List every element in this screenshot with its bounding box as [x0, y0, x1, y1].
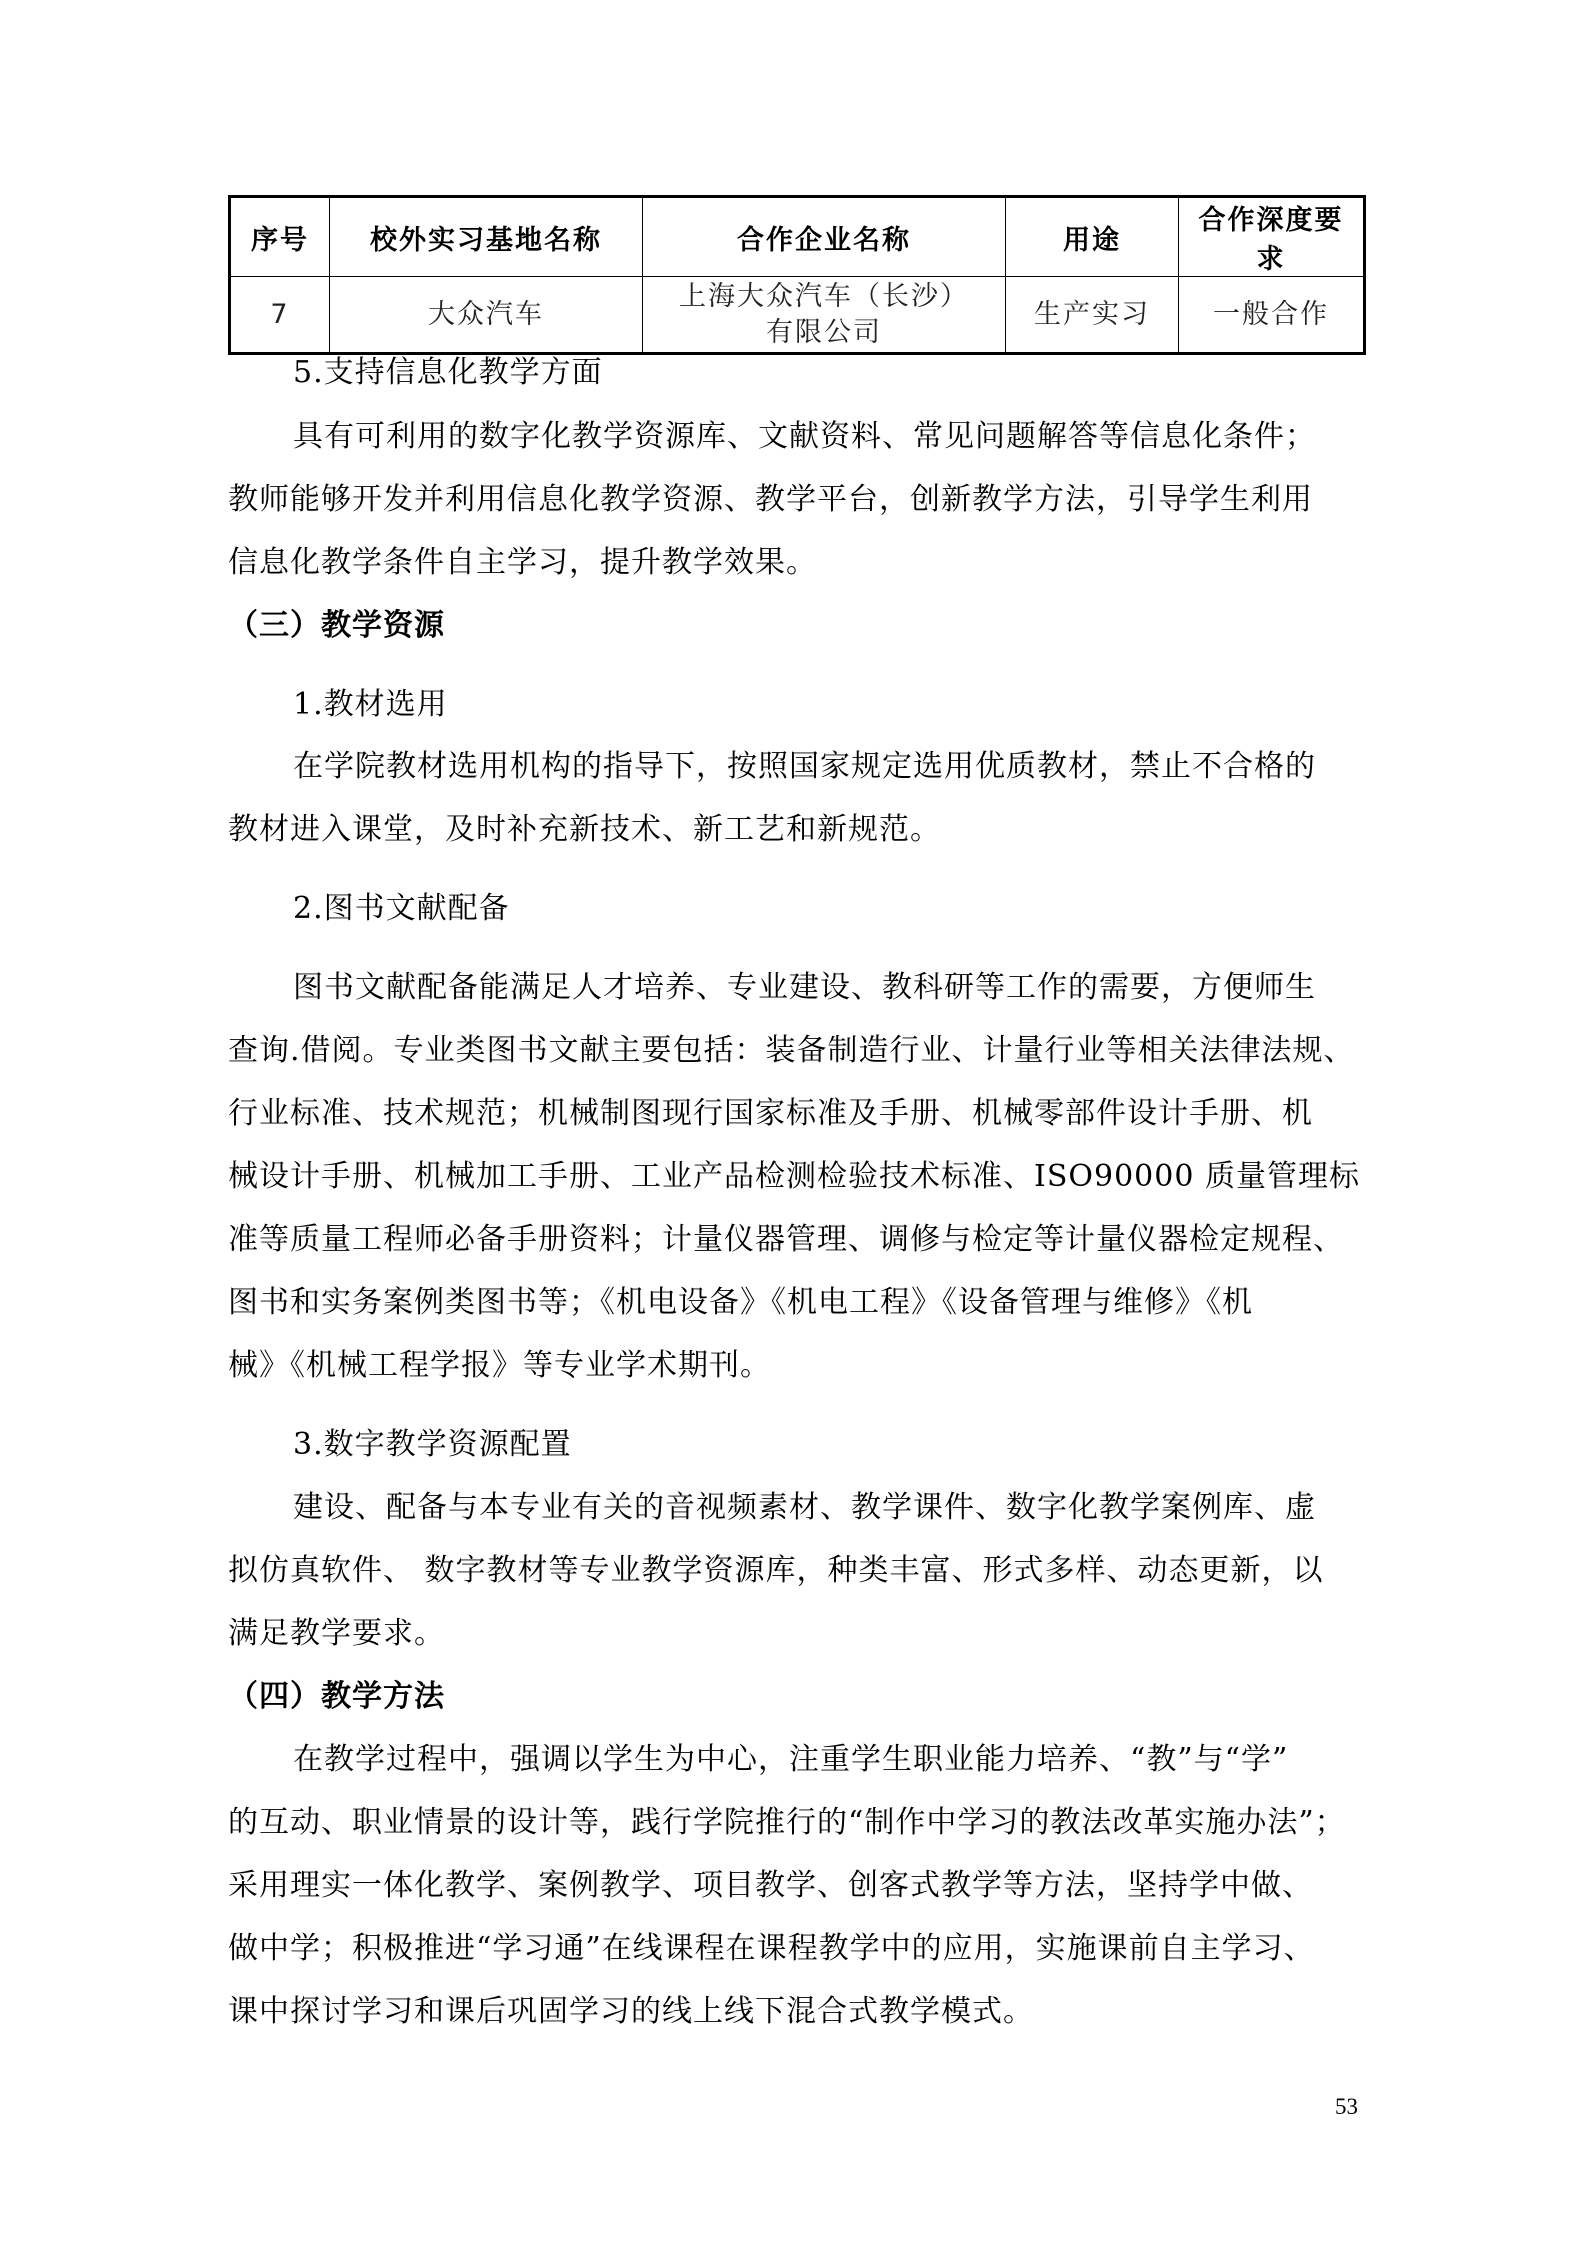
sec5-heading: 5.支持信息化教学方面 — [293, 355, 603, 390]
sec5-line: 教师能够开发并利用信息化教学资源、教学平台，创新教学方法，引导学生利用 — [228, 482, 1313, 517]
cell-use: 生产实习 — [1006, 277, 1179, 354]
sec5-line: 信息化教学条件自主学习，提升教学效果。 — [228, 545, 817, 580]
sub1-line: 教材进入课堂，及时补充新技术、新工艺和新规范。 — [228, 812, 941, 847]
header-no: 序号 — [230, 197, 330, 277]
cell-depth: 一般合作 — [1179, 277, 1365, 354]
header-use: 用途 — [1006, 197, 1179, 277]
sub3-heading: 3.数字教学资源配置 — [293, 1427, 572, 1462]
company-line-1: 上海大众汽车（长沙） — [679, 280, 969, 312]
header-base-name: 校外实习基地名称 — [330, 197, 643, 277]
sub2-line: 准等质量工程师必备手册资料；计量仪器管理、调修与检定等计量仪器检定规程、 — [228, 1222, 1344, 1257]
page-number: 53 — [1335, 2094, 1358, 2119]
part4-line: 做中学；积极推进“学习通”在线课程在课程教学中的应用，实施课前自主学习、 — [228, 1931, 1315, 1966]
header-company-name: 合作企业名称 — [643, 197, 1006, 277]
cell-company-name — [643, 277, 1006, 354]
sub3-line: 拟仿真软件、 数字教材等专业教学资源库，种类丰富、形式多样、动态更新，以 — [228, 1553, 1324, 1588]
part4-line: 课中探讨学习和课后巩固学习的线上线下混合式教学模式。 — [228, 1994, 1034, 2029]
part4-line: 采用理实一体化教学、案例教学、项目教学、创客式教学等方法，坚持学中做、 — [228, 1868, 1313, 1903]
cell-no: 7 — [230, 277, 330, 354]
sub2-line: 图书文献配备能满足人才培养、专业建设、教科研等工作的需要，方便师生 — [293, 970, 1316, 1005]
part4-heading: （四）教学方法 — [228, 1679, 445, 1714]
sub2-heading: 2.图书文献配备 — [293, 891, 510, 926]
sub1-line: 在学院教材选用机构的指导下，按照国家规定选用优质教材，禁止不合格的 — [293, 749, 1316, 784]
sub3-line: 建设、配备与本专业有关的音视频素材、教学课件、数字化教学案例库、虚 — [293, 1490, 1316, 1525]
part4-line: 在教学过程中，强调以学生为中心，注重学生职业能力培养、“教”与“学” — [293, 1742, 1289, 1777]
sub3-line: 满足教学要求。 — [228, 1616, 445, 1651]
company-line-2: 有限公司 — [766, 316, 882, 348]
sec5-line: 具有可利用的数字化教学资源库、文献资料、常见问题解答等信息化条件； — [293, 419, 1316, 454]
sub2-line: 行业标准、技术规范；机械制图现行国家标准及手册、机械零部件设计手册、机 — [228, 1096, 1313, 1131]
table-row — [230, 277, 1365, 354]
sub1-heading: 1.教材选用 — [293, 687, 448, 722]
table-header-row — [230, 197, 1365, 277]
sub2-line: 械》《机械工程学报》等专业学术期刊。 — [228, 1348, 771, 1383]
part3-heading: （三）教学资源 — [228, 608, 445, 643]
part4-line: 的互动、职业情景的设计等，践行学院推行的“制作中学习的教法改革实施办法”； — [228, 1805, 1346, 1840]
header-depth: 合作深度要求 — [1179, 197, 1365, 277]
sub2-line: 查询.借阅。专业类图书文献主要包括：装备制造行业、计量行业等相关法律法规、 — [228, 1033, 1355, 1068]
sub2-line: 图书和实务案例类图书等；《机电设备》《机电工程》《设备管理与维修》《机 — [228, 1285, 1253, 1320]
internship-base-table — [228, 195, 1366, 355]
sub2-line: 械设计手册、机械加工手册、工业产品检测检验技术标准、ISO90000 质量管理标 — [228, 1159, 1360, 1194]
cell-base-name: 大众汽车 — [330, 277, 643, 354]
